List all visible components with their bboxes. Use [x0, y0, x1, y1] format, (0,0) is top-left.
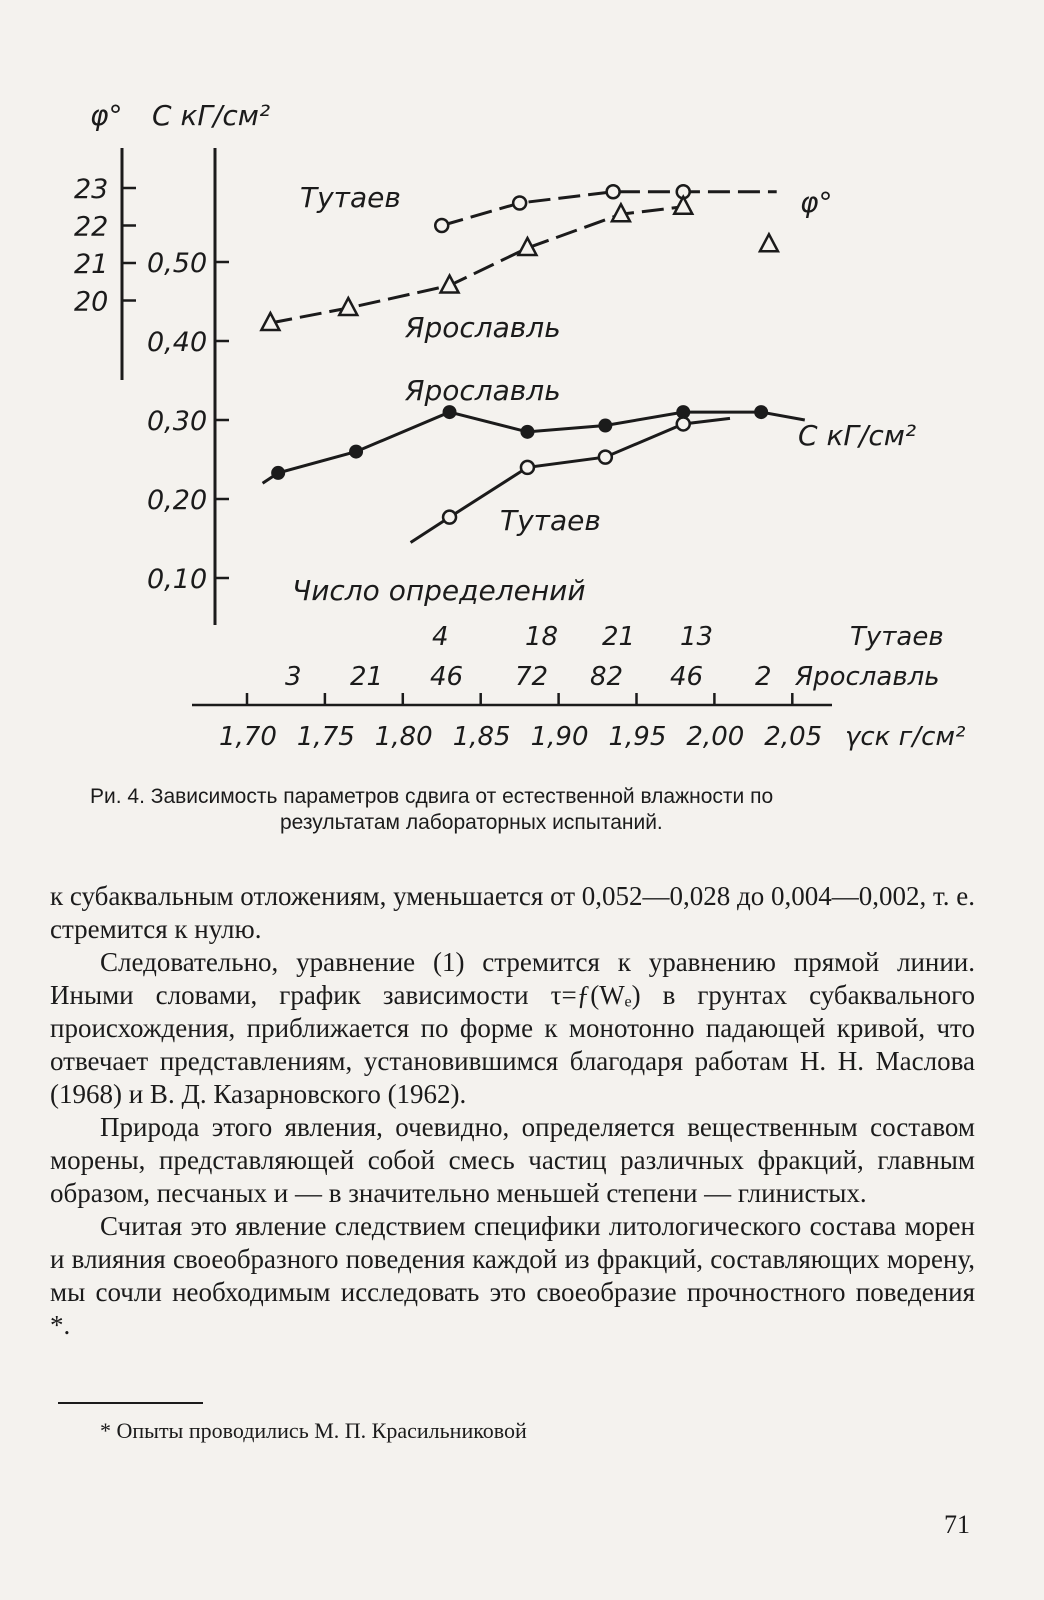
series-line	[270, 207, 683, 323]
x-tick-label: 1,75	[296, 722, 355, 752]
count-yaroslavl: 2	[755, 662, 772, 692]
count-yaroslavl: 72	[515, 662, 549, 692]
paragraph-1: к субаквальным отложениям, уменьшается от 0,052—0,028 до 0,004—0,002, т. е. стремится к нулю.	[50, 881, 976, 944]
c-right-label: С кГ/см²	[798, 419, 917, 452]
c-tick-label: 0,50	[147, 248, 208, 279]
phi-tick-label: 20	[74, 286, 109, 318]
data-point-filled-circle	[443, 405, 457, 419]
body-text	[50, 880, 975, 1342]
data-point-triangle	[760, 234, 778, 251]
data-point-filled-circle	[754, 405, 768, 419]
count-tutaev: 13	[680, 622, 714, 652]
count-yaroslavl: 46	[670, 662, 704, 692]
data-point-open-circle	[599, 451, 612, 464]
series-layer	[261, 185, 804, 542]
series-label-tutaev-c: Тутаев	[500, 504, 601, 537]
counts-label-yaroslavl: Ярославль	[795, 662, 940, 692]
page-number: 71	[944, 1510, 970, 1539]
count-yaroslavl: 82	[590, 662, 624, 692]
x-tick-label: 1,85	[452, 722, 511, 752]
data-point-open-circle	[443, 511, 456, 524]
phi-tick-label: 23	[74, 174, 109, 205]
data-point-filled-circle	[520, 425, 534, 439]
phi-tick-label: 22	[74, 211, 109, 243]
data-point-open-circle	[513, 197, 526, 210]
data-point-filled-circle	[271, 466, 285, 480]
counts-title: Число определений	[292, 574, 586, 607]
series-label-tutaev-phi: Тутаев	[300, 181, 401, 214]
data-point-filled-circle	[349, 445, 363, 459]
data-point-filled-circle	[598, 419, 612, 433]
series-label-yaroslavl-phi: Ярославль	[405, 311, 561, 344]
x-tick-label: 2,05	[764, 722, 823, 752]
data-point-triangle	[674, 197, 692, 214]
counts-label-tutaev: Тутаев	[850, 622, 944, 652]
phi-tick-label: 21	[74, 249, 109, 280]
x-axis-ticks	[219, 693, 822, 752]
series-line	[263, 412, 805, 483]
caption-line-1: Ри. 4. Зависимость параметров сдвига от естественной влажности по	[90, 785, 774, 808]
x-tick-label: 1,80	[374, 722, 433, 752]
phi-axis-label: φ°	[90, 99, 123, 132]
footnote: * Опыты проводились М. П. Красильниковой	[100, 1418, 527, 1443]
footnote-rule	[58, 1402, 203, 1404]
c-tick-label: 0,10	[147, 564, 208, 595]
phi-axis-ticks	[74, 174, 136, 318]
data-point-open-circle	[435, 219, 448, 232]
paragraph-2: Следовательно, уравнение (1) стремится к уравнению прямой линии. Иными словами, график зависимости τ=ƒ(Wₑ) в грунтах субаквального происхождения, приближается по форме к монотонно падающей кривой, что отвечает представлениям, установившимся благодаря работам Н. Н. Маслова (1968) и В. Д. Казарновского (1962).	[50, 947, 975, 1109]
c-axis-ticks	[147, 248, 229, 595]
c-tick-label: 0,40	[147, 327, 208, 358]
paragraph-3: Природа этого явления, очевидно, определяется вещественным составом морены, представляющей собой смесь частиц различных фракций, главным образом, песчаных и — в значительно меньшей степени — глинистых.	[50, 1112, 975, 1208]
data-point-open-circle	[607, 185, 620, 198]
paragraph-4: Считая это явление следствием специфики литологического состава морен и влияния своеобразного поведения каждой из фракций, составляющих морену, мы сочли необходимым исследовать это своеобразие прочностного поведения *.	[50, 1211, 975, 1340]
c-tick-label: 0,30	[147, 406, 208, 437]
x-tick-label: 1,70	[219, 722, 277, 752]
x-axis-label: γск г/см²	[845, 722, 966, 752]
data-point-open-circle	[677, 417, 690, 430]
count-yaroslavl: 3	[285, 662, 302, 692]
series-label-yaroslavl-c: Ярославль	[405, 374, 561, 407]
count-tutaev: 21	[602, 622, 636, 652]
count-yaroslavl: 46	[430, 662, 464, 692]
c-axis-label: С кГ/см²	[152, 99, 271, 132]
count-tutaev: 4	[432, 622, 449, 652]
caption-line-2: результатам лабораторных испытаний.	[280, 811, 663, 834]
phi-right-label: φ°	[800, 186, 833, 219]
figure-caption	[90, 784, 970, 836]
data-point-triangle	[339, 298, 357, 315]
x-tick-label: 1,90	[530, 722, 589, 752]
shear-parameters-chart	[0, 0, 1044, 780]
count-yaroslavl: 21	[350, 662, 384, 692]
x-tick-label: 2,00	[686, 722, 745, 752]
x-tick-label: 1,95	[608, 722, 667, 752]
count-tutaev: 18	[525, 622, 559, 652]
c-tick-label: 0,20	[147, 485, 208, 516]
data-point-open-circle	[521, 461, 534, 474]
counts-layer	[285, 622, 772, 692]
